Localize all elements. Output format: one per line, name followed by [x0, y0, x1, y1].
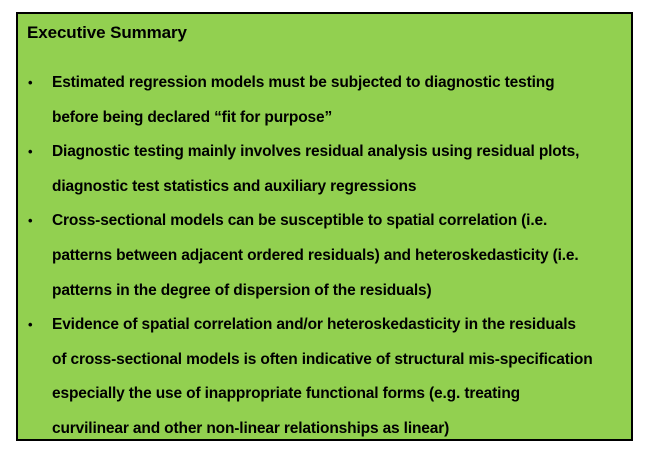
bullet-line: patterns between adjacent ordered residuals) and heteroskedasticity (i.e. [52, 246, 579, 264]
summary-bullet-item [18, 204, 631, 308]
bullet-icon: • [28, 144, 33, 160]
bullet-text [52, 135, 621, 204]
bullet-text [52, 66, 621, 135]
summary-bullet-item [18, 308, 631, 446]
bullet-text [52, 308, 621, 446]
bullet-line: Evidence of spatial correlation and/or heteroskedasticity in the residuals [52, 316, 576, 334]
executive-summary-title: Executive Summary [27, 23, 187, 42]
bullet-line: of cross-sectional models is often indicative of structural mis-specification [52, 350, 593, 368]
bullet-text [52, 204, 621, 308]
bullet-icon: • [28, 213, 33, 229]
bullet-icon: • [28, 317, 33, 333]
bullet-line: patterns in the degree of dispersion of the residuals) [52, 281, 432, 299]
bullet-icon: • [28, 75, 33, 90]
executive-summary-box [16, 12, 633, 441]
bullet-line: curvilinear and other non-linear relationships as linear) [52, 419, 450, 437]
bullet-line: Estimated regression models must be subjected to diagnostic testing [52, 74, 555, 91]
summary-bullet-item [18, 135, 631, 204]
bullet-line: diagnostic test statistics and auxiliary regressions [52, 177, 417, 195]
summary-bullet-item [18, 66, 631, 135]
bullet-line: Diagnostic testing mainly involves residual analysis using residual plots, [52, 143, 580, 161]
bullet-line: before being declared “fit for purpose” [52, 108, 333, 126]
summary-bullet-list [18, 66, 631, 447]
bullet-line: especially the use of inappropriate functional forms (e.g. treating [52, 385, 520, 403]
bullet-line: Cross-sectional models can be susceptible to spatial correlation (i.e. [52, 212, 548, 230]
